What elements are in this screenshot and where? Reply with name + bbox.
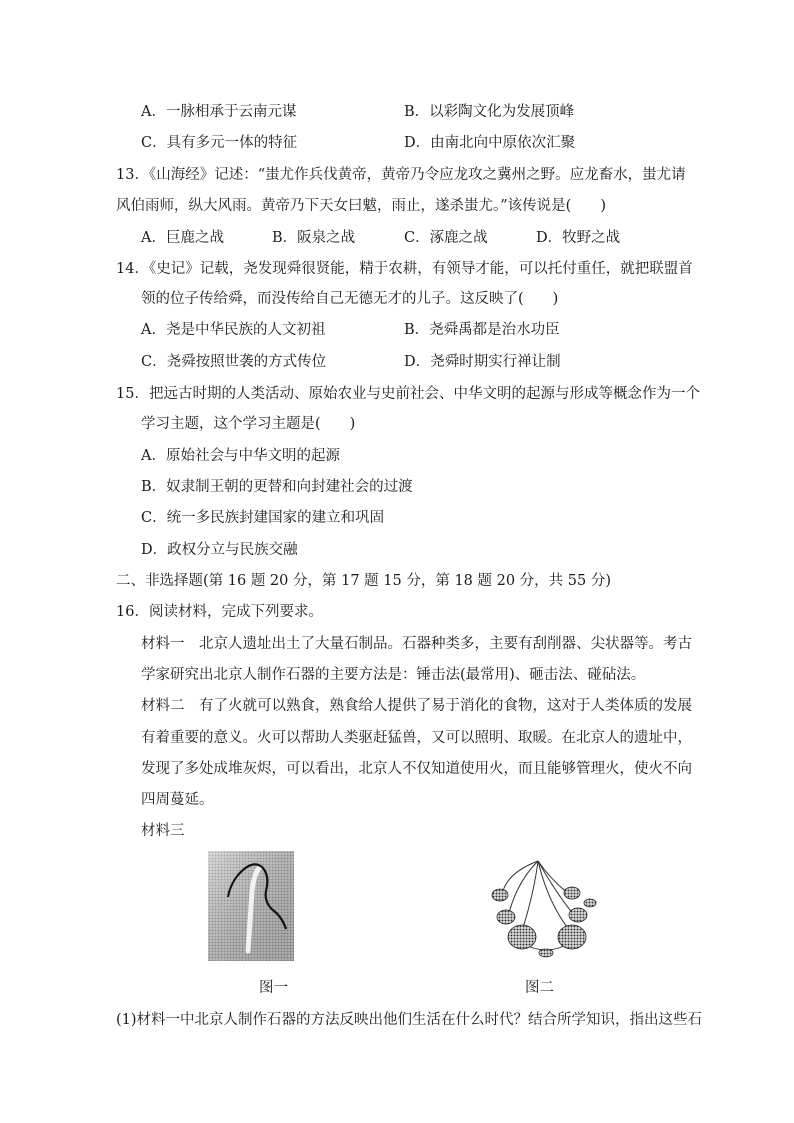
- q15-option-c: C．统一多民族封建国家的建立和巩固: [141, 510, 385, 526]
- q15-option-d: D．政权分立与民族交融: [141, 542, 298, 558]
- q16-material2-line4: 四周蔓延。: [141, 792, 214, 808]
- q13-option-d: D．牧野之战: [536, 230, 621, 246]
- q14-stem-line2: 领的位子传给舜，而没传给自己无德无才的儿子。这反映了( ): [141, 291, 559, 307]
- q13-option-b: B．阪泉之战: [272, 230, 356, 246]
- q16-material1-line2: 学家研究出北京人制作石器的主要方法是：锤击法(最常用)、砸击法、碰砧法。: [141, 667, 646, 683]
- q14-option-b: B．尧舜禹都是治水功臣: [404, 322, 560, 338]
- ornament-necklace-image: [486, 853, 606, 963]
- q12-option-d: D．由南北向中原依次汇聚: [404, 135, 576, 151]
- q13-stem-line1: 13．《山海经》记述：“蚩尤作兵伐黄帝，黄帝乃令应龙攻之冀州之野。应龙畜水，蚩尤请: [116, 167, 686, 183]
- q13-stem-line2: 风伯雨师，纵大风雨。黄帝乃下天女曰魃，雨止，遂杀蚩尤。”该传说是( ): [116, 198, 606, 214]
- q12-option-c: C．具有多元一体的特征: [141, 135, 298, 151]
- q16-intro: 16．阅读材料，完成下列要求。: [116, 604, 323, 620]
- q15-stem-line1: 15．把远古时期的人类活动、原始农业与史前社会、中华文明的起源与形成等概念作为一个: [116, 386, 700, 402]
- figure2-caption: 图二: [525, 980, 554, 996]
- q14-option-c: C．尧舜按照世袭的方式传位: [141, 354, 327, 370]
- q13-option-c: C．涿鹿之战: [404, 230, 488, 246]
- q16-material3-title: 材料三: [141, 823, 185, 839]
- q14-option-a: A．尧是中华民族的人文初祖: [141, 322, 326, 338]
- section2-heading: 二、非选择题(第 16 题 20 分，第 17 题 15 分，第 18 题 20 分，共 55 分): [116, 573, 611, 589]
- q14-stem-line1: 14．《史记》记载，尧发现舜很贤能，精于农耕，有领导才能，可以托付重任，就把联盟首: [116, 261, 693, 277]
- q16-material2-line3: 发现了多处成堆灰烬，可以看出，北京人不仅知道使用火，而且能够管理火，使火不向: [141, 761, 692, 777]
- bone-needle-image: [208, 851, 294, 961]
- figure1-caption: 图一: [259, 980, 288, 996]
- q16-material2-line2: 有着重要的意义。火可以帮助人类驱赶猛兽，又可以照明、取暖。在北京人的遗址中，: [141, 730, 692, 746]
- q16-material2-line1: 材料二 有了火就可以熟食，熟食给人提供了易于消化的食物，这对于人类体质的发展: [141, 698, 692, 714]
- q15-option-b: B．奴隶制王朝的更替和向封建社会的过渡: [141, 479, 413, 495]
- q12-option-b: B．以彩陶文化为发展顶峰: [404, 104, 575, 120]
- q14-option-d: D．尧舜时期实行禅让制: [404, 354, 561, 370]
- q15-stem-line2: 学习主题，这个学习主题是( ): [141, 416, 356, 432]
- q16-material1-line1: 材料一 北京人遗址出土了大量石制品。石器种类多，主要有刮削器、尖状器等。考古: [141, 636, 692, 652]
- q12-option-a: A．一脉相承于云南元谋: [141, 104, 297, 120]
- q13-option-a: A．巨鹿之战: [141, 230, 224, 246]
- q15-option-a: A．原始社会与中华文明的起源: [141, 448, 340, 464]
- q16-subquestion-1: (1)材料一中北京人制作石器的方法反映出他们生活在什么时代？结合所学知识，指出这些石: [116, 1012, 703, 1028]
